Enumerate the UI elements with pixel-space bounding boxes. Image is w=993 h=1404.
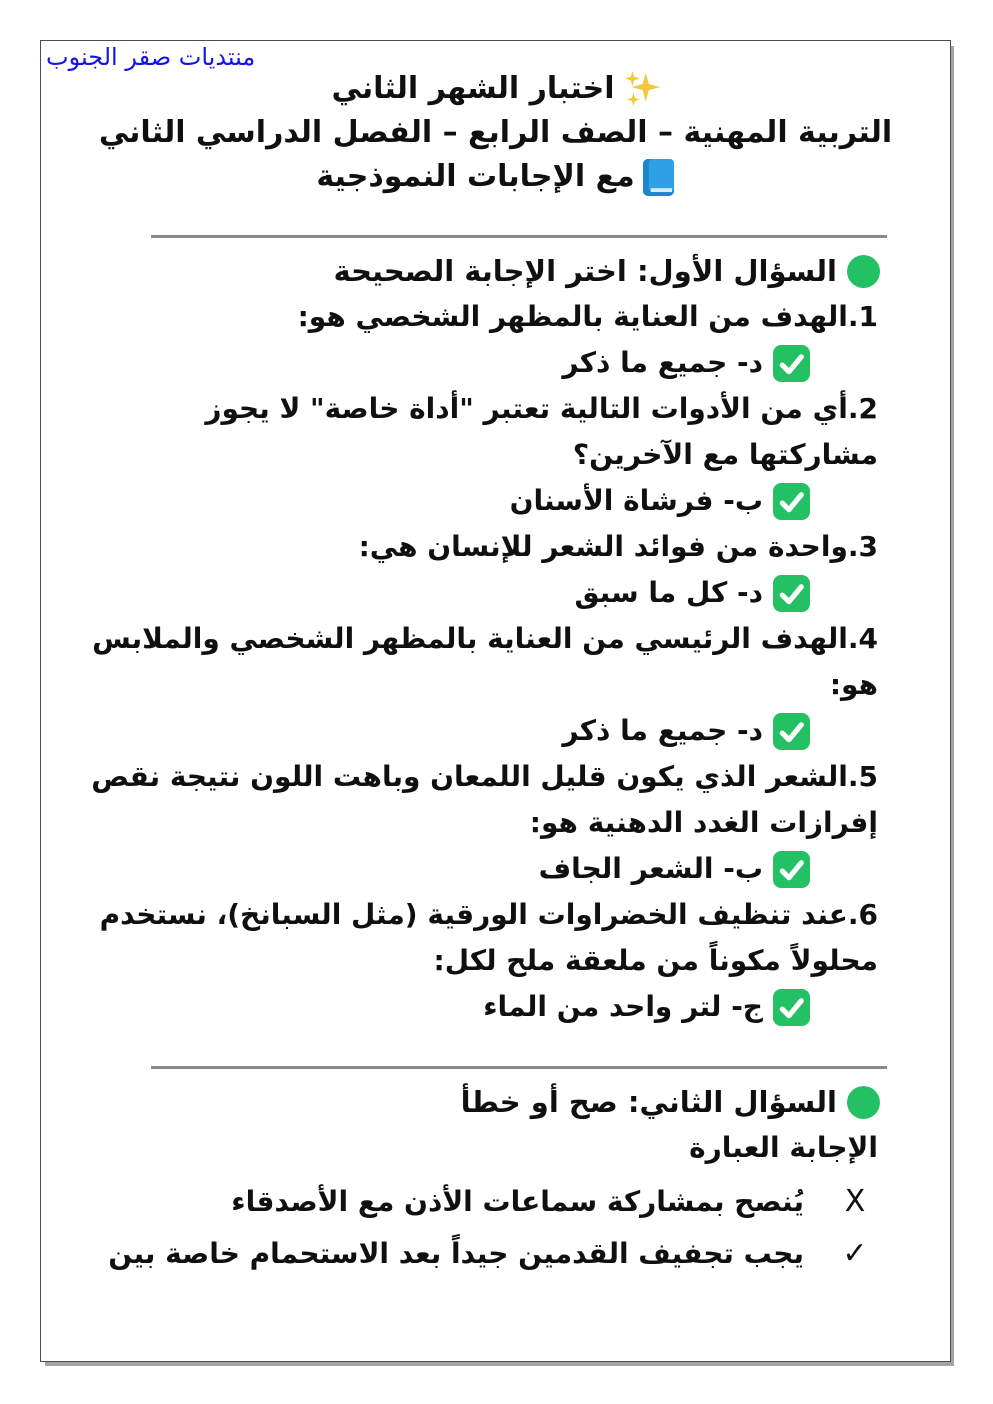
check-badge-icon [773, 483, 810, 520]
correct-answer-row [41, 846, 950, 892]
check-badge-icon [773, 713, 810, 750]
check-badge-icon [773, 345, 810, 382]
statement-text: يُنصح بمشاركة سماعات الأذن مع الأصدقاء [231, 1185, 804, 1218]
correct-answer-row [41, 570, 950, 616]
question-text: 2.أي من الأدوات التالية تعتبر "أداة خاصة" لا يجوز [205, 392, 878, 425]
answer-text: ب- الشعر الجاف [538, 852, 763, 885]
truefalse-columns-header: الإجابة العبارة [689, 1131, 878, 1164]
exam-subtitle2-line [41, 155, 950, 199]
exam-page [40, 40, 951, 1362]
truefalse-row [41, 1181, 950, 1223]
separator [151, 235, 887, 238]
section2-heading [41, 1079, 950, 1125]
answer-text: ب- فرشاة الأسنان [509, 484, 763, 517]
question-text: إفرازات الغدد الدهنية هو: [529, 806, 878, 839]
green-circle-icon [847, 255, 880, 288]
question-text: 4.الهدف الرئيسي من العناية بالمظهر الشخصي والملابس [92, 622, 878, 655]
answer-text: ج- لتر واحد من الماء [483, 990, 763, 1023]
truefalse-row [41, 1233, 950, 1275]
correct-answer-row [41, 478, 950, 524]
exam-header [41, 67, 950, 199]
exam-subtitle: التربية المهنية – الصف الرابع – الفصل الدراسي الثاني [98, 115, 893, 150]
answers-note: مع الإجابات النموذجية [316, 159, 635, 194]
separator [151, 1066, 887, 1069]
question-text: 3.واحدة من فوائد الشعر للإنسان هي: [358, 530, 878, 563]
question-text: 6.عند تنظيف الخضراوات الورقية (مثل السبانخ)، نستخدم [99, 898, 878, 931]
question-text: 5.الشعر الذي يكون قليل اللمعان وباهت اللون نتيجة نقص [91, 760, 878, 793]
answer-text: د- جميع ما ذكر [562, 346, 763, 379]
section1-title: السؤال الأول: اختر الإجابة الصحيحة [333, 254, 837, 288]
exam-title: اختبار الشهر الثاني [331, 71, 615, 106]
answer-text: د- كل ما سبق [574, 576, 763, 609]
check-badge-icon [773, 851, 810, 888]
sparkles-icon [622, 70, 660, 108]
question-text: محلولاً مكوناً من ملعقة ملح لكل: [433, 944, 878, 977]
correct-answer-row [41, 984, 950, 1030]
check-badge-icon [773, 575, 810, 612]
question-text: هو: [829, 668, 878, 701]
question-list [41, 294, 950, 1030]
truefalse-list [41, 1181, 950, 1275]
blue-book-icon [642, 158, 675, 197]
answer-text: د- جميع ما ذكر [562, 714, 763, 747]
green-circle-icon [847, 1086, 880, 1119]
true-mark: ✓ [842, 1236, 868, 1271]
exam-title-line [41, 67, 950, 111]
correct-answer-row [41, 708, 950, 754]
section1-heading [41, 248, 950, 294]
question-text: مشاركتها مع الآخرين؟ [572, 438, 878, 471]
section2-title: السؤال الثاني: صح أو خطأ [460, 1085, 837, 1119]
check-badge-icon [773, 989, 810, 1026]
correct-answer-row [41, 340, 950, 386]
question-text: 1.الهدف من العناية بالمظهر الشخصي هو: [297, 300, 878, 333]
forum-watermark-link[interactable]: منتديات صقر الجنوب [46, 43, 256, 71]
false-mark: X [844, 1184, 866, 1219]
statement-text: يجب تجفيف القدمين جيداً بعد الاستحمام خاصة بين [108, 1237, 804, 1270]
